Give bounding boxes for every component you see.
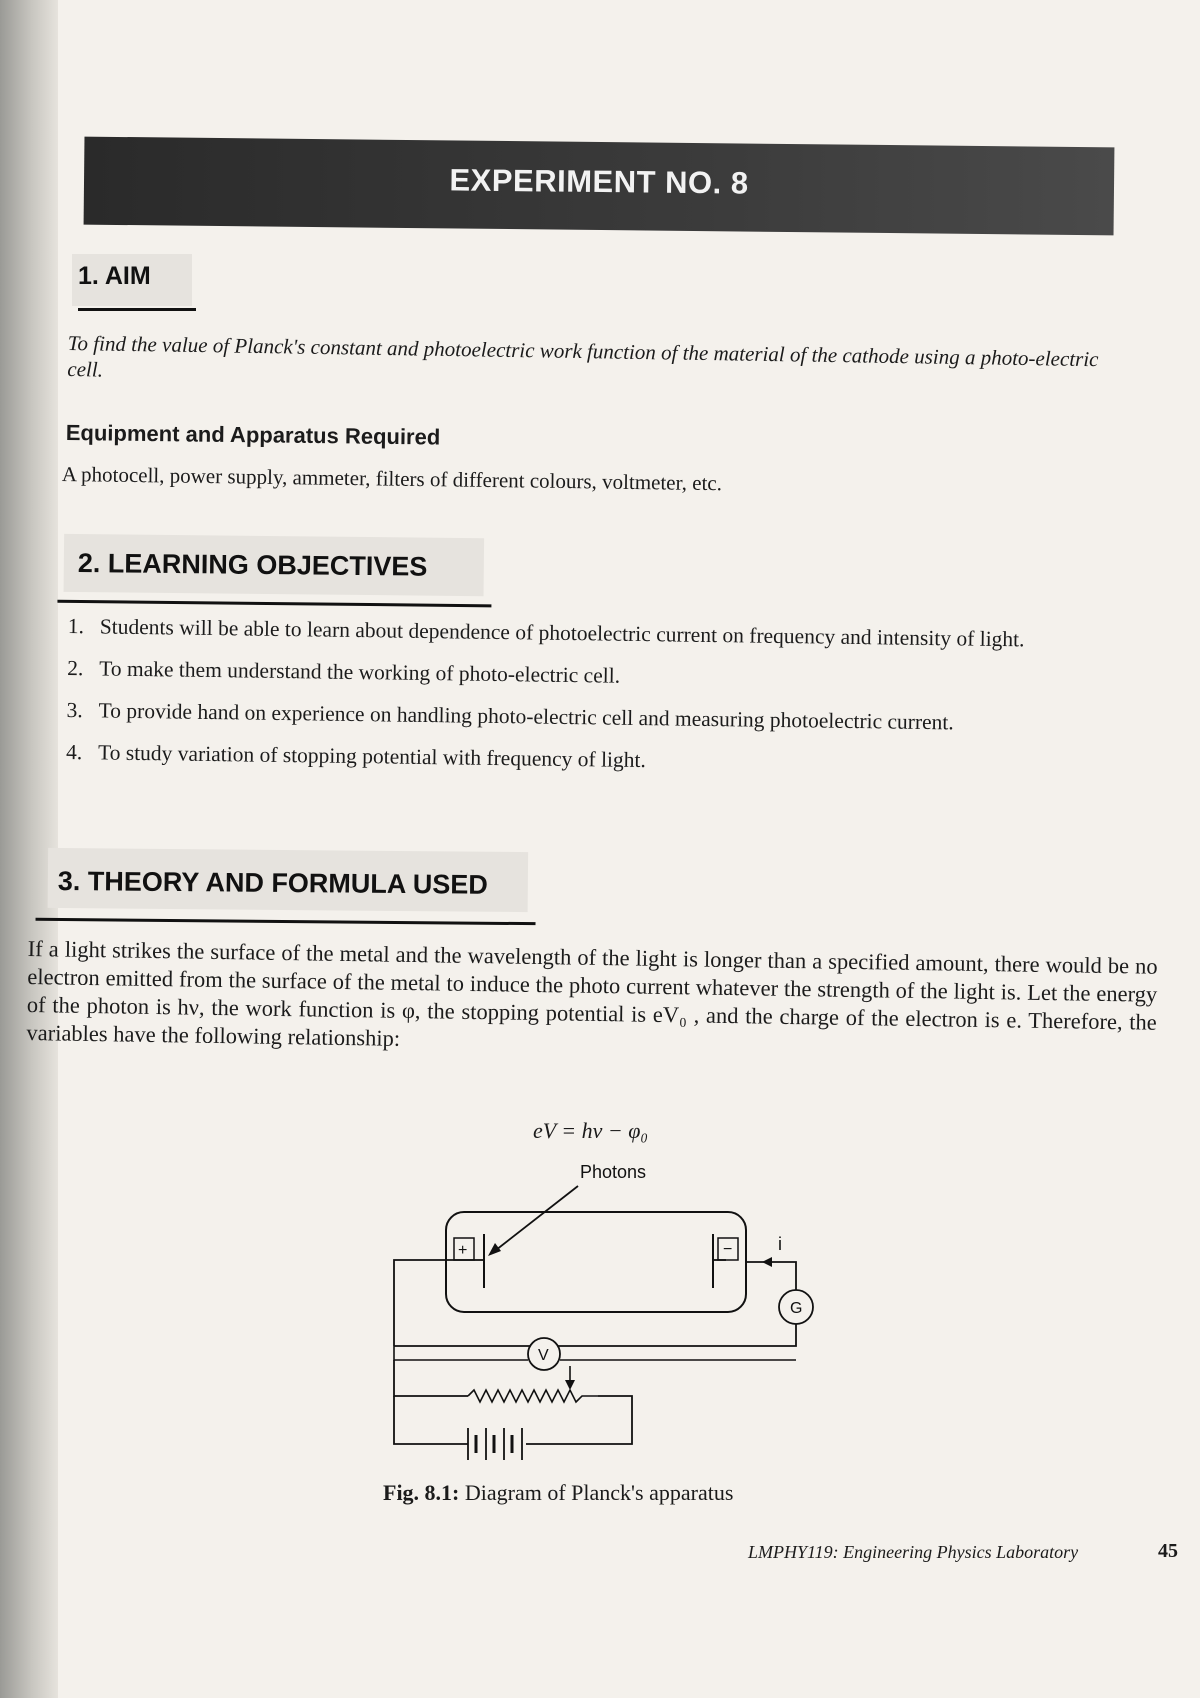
list-item xyxy=(67,654,1127,697)
experiment-title: EXPERIMENT NO. 8 xyxy=(449,162,749,201)
current-arrowhead xyxy=(762,1257,772,1267)
theory-heading xyxy=(58,866,488,901)
minus-sign: − xyxy=(723,1241,733,1258)
current-label: i xyxy=(778,1234,782,1254)
plus-sign: + xyxy=(458,1242,468,1259)
photon-arrowhead xyxy=(488,1243,501,1256)
list-item xyxy=(66,696,1126,739)
figure-caption xyxy=(383,1480,733,1506)
item-number: 2. xyxy=(67,655,84,681)
rheostat-right-wire xyxy=(526,1396,632,1444)
item-text: To study variation of stopping potential with frequency of light. xyxy=(97,740,647,773)
experiment-banner xyxy=(84,137,1115,236)
photocell-tube xyxy=(446,1212,746,1312)
item-number: 4. xyxy=(65,739,83,765)
aim-text: To find the value of Planck's constant and photoelectric work function of the material of the cathode using a photo-electric cell. xyxy=(67,330,1099,382)
battery xyxy=(468,1428,522,1460)
aim-heading-text: 1. AIM xyxy=(78,262,151,290)
objectives-heading xyxy=(78,548,428,583)
figure-caption-number: Fig. 8.1: xyxy=(383,1480,460,1505)
item-text: Students will be able to learn about dependence of photoelectric current on frequency and intensity of light. xyxy=(99,614,1025,652)
equipment-text: A photocell, power supply, ammeter, filters of different colours, voltmeter, etc. xyxy=(61,462,723,496)
objectives-heading-text: 2. LEARNING OBJECTIVES xyxy=(77,548,428,582)
planck-formula: eV = hν − φ₀ xyxy=(533,1118,649,1143)
rheostat-slider-arrow xyxy=(565,1380,575,1390)
galvanometer-wire xyxy=(394,1324,796,1346)
rheostat-left-wire xyxy=(394,1360,468,1396)
planck-apparatus-diagram xyxy=(348,1150,908,1470)
left-wire xyxy=(394,1260,474,1346)
item-text: To provide hand on experience on handling photo-electric cell and measuring photoelectric current. xyxy=(98,698,954,735)
galvanometer-label: G xyxy=(790,1300,803,1317)
theory-paragraph: If a light strikes the surface of the metal and the wavelength of the light is longer than a specified amount, there would be no electron emitted from the surface of the metal to induce the photo current whatever the strength of the light is. Let the energy of the photon is hν, the work function is φ, the stopping potential is eV₀ , and the charge of the electron is e. Therefore, the variables have the following relationship: xyxy=(26,935,1158,1051)
item-number: 1. xyxy=(67,613,85,639)
photons-label: Photons xyxy=(580,1162,647,1182)
equipment-heading: Equipment and Apparatus Required xyxy=(65,420,441,450)
objectives-list xyxy=(66,612,1128,795)
item-text: To make them understand the working of photo-electric cell. xyxy=(99,656,621,688)
theory-heading-text: 3. THEORY AND FORMULA USED xyxy=(57,866,489,900)
aim-heading xyxy=(78,262,151,291)
item-number: 3. xyxy=(66,697,83,723)
list-item xyxy=(66,738,1126,781)
heading-underline xyxy=(36,918,536,925)
page-number: 45 xyxy=(1158,1540,1178,1562)
rheostat xyxy=(468,1390,598,1402)
voltmeter-label: V xyxy=(538,1347,549,1364)
heading-underline xyxy=(78,308,196,311)
heading-underline xyxy=(57,600,491,608)
footer-course: LMPHY119: Engineering Physics Laboratory xyxy=(748,1542,1079,1562)
document-page xyxy=(26,0,1200,1698)
photon-arrow xyxy=(496,1186,578,1250)
battery-left-wire xyxy=(394,1396,468,1444)
voltmeter-wire xyxy=(394,1346,796,1360)
figure-caption-text: Diagram of Planck's apparatus xyxy=(459,1480,734,1505)
list-item xyxy=(68,612,1128,655)
